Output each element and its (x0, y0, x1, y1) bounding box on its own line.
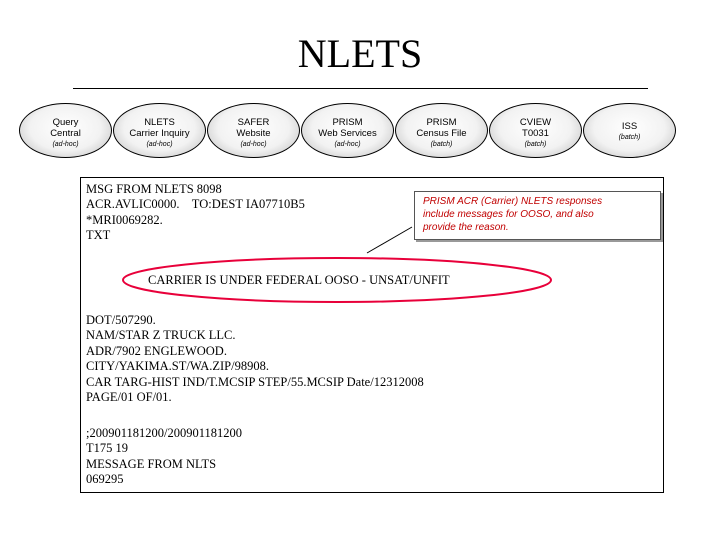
page-title: NLETS (297, 31, 423, 76)
system-mode: (batch) (430, 141, 453, 148)
system-mode: (batch) (618, 134, 641, 141)
message-footer: ;200901181200/200901181200 T175 19 MESSAGE FROM NLTS 069295 (86, 426, 243, 487)
callout-line: provide the reason. (423, 222, 509, 233)
system-mode: (ad-hoc) (334, 141, 361, 148)
message-body: DOT/507290. NAM/STAR Z TRUCK LLC. ADR/7902 ENGLEWOOD. CITY/YAKIMA.ST/WA.ZIP/98908. CAR TARG-HIST IND/T.MCSIP STEP/55.MCSIP Date/12312008 PAGE/01 OF/01. (86, 313, 424, 405)
message-highlight-line: CARRIER IS UNDER FEDERAL OOSO - UNSAT/UNFIT (148, 273, 450, 287)
system-name: CVIEW T0031 (519, 117, 552, 139)
system-mode: (ad-hoc) (146, 141, 173, 148)
system-name: NLETS Carrier Inquiry (129, 117, 190, 139)
system-name: SAFER Website (236, 117, 271, 139)
system-name: ISS (621, 121, 638, 132)
system-mode: (ad-hoc) (52, 141, 79, 148)
callout-line: include messages for OOSO, and also (423, 209, 594, 220)
callout-line: PRISM ACR (Carrier) NLETS responses (423, 196, 603, 207)
system-name: Query Central (50, 117, 81, 139)
prism-acr-callout (414, 191, 661, 240)
system-mode: (batch) (524, 141, 547, 148)
system-name: PRISM Web Services (318, 117, 377, 139)
callout-connector-line (367, 227, 412, 253)
system-name: PRISM Census File (416, 117, 467, 139)
message-header: MSG FROM NLETS 8098 ACR.AVLIC0000. TO:DEST IA07710B5 *MRI0069282. TXT (86, 182, 305, 243)
highlight-ellipse (123, 258, 551, 302)
system-mode: (ad-hoc) (240, 141, 267, 148)
